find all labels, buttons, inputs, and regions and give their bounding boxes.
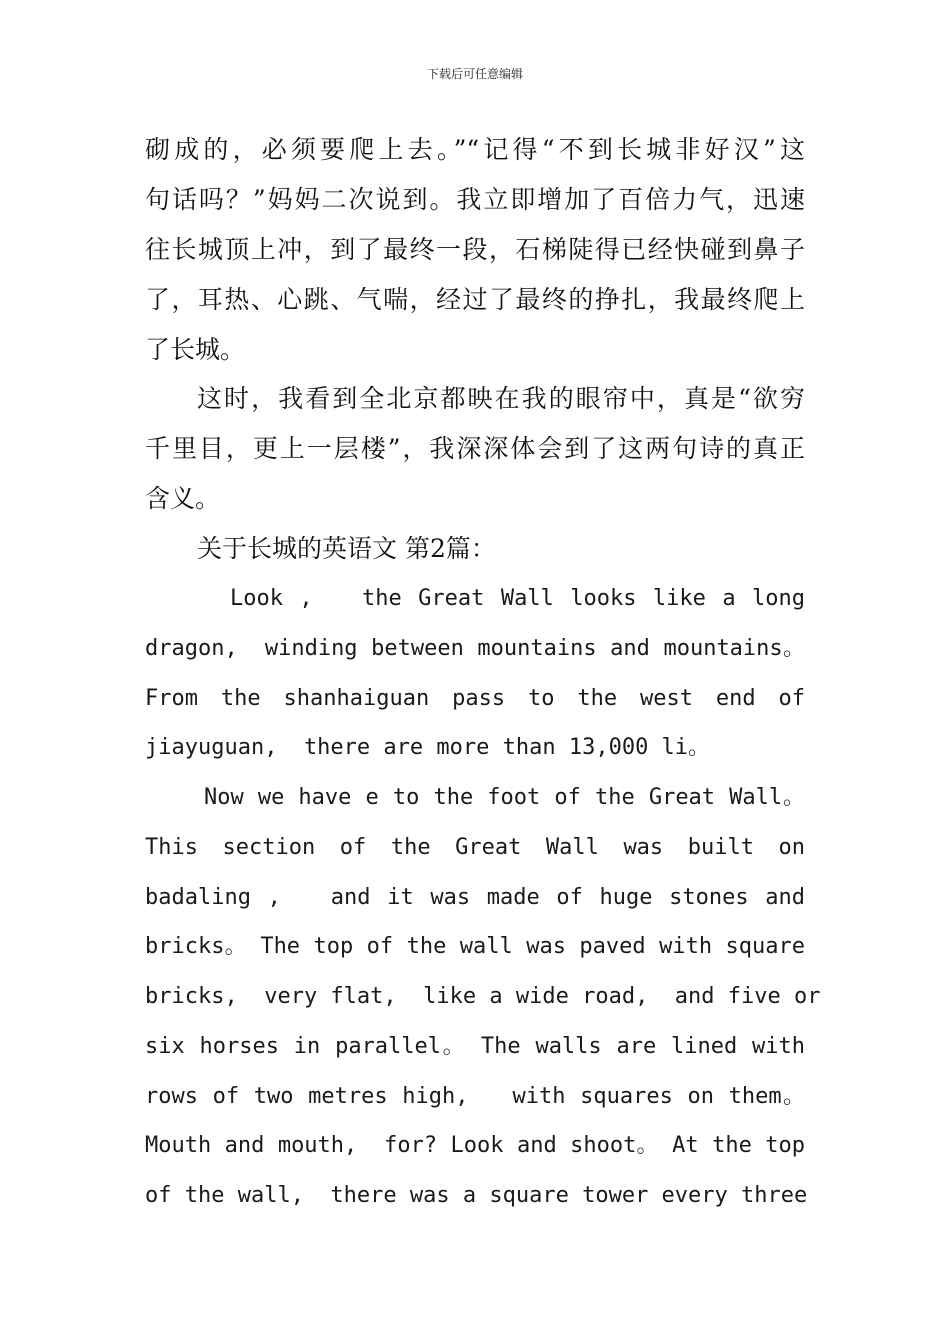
paragraph-line: Look , the Great Wall looks like a long — [230, 586, 805, 611]
paragraph-line: 了，耳热、心跳、气喘，经过了最终的挣扎，我最终爬上 — [145, 285, 805, 314]
page-header-note: 下载后可任意编辑 — [426, 67, 523, 81]
paragraph-line: Mouth and mouth, for? Look and shoot。 At the top — [145, 1133, 805, 1158]
paragraph-line: 含义。 — [145, 484, 221, 513]
paragraph-line: 千里目，更上一层楼”，我深深体会到了这两句诗的真正 — [145, 434, 805, 463]
paragraph-line: This section of the Great Wall was built on — [145, 835, 805, 860]
paragraph-line: rows of two metres high, with squares on them。 — [145, 1084, 805, 1109]
paragraph-line: 句话吗？”妈妈二次说到。我立即增加了百倍力气，迅速 — [145, 185, 805, 214]
paragraph-line: 这时，我看到全北京都映在我的眼帘中，真是“欲穷 — [197, 384, 805, 413]
section-heading: 关于长城的英语文 第2篇： — [197, 534, 496, 563]
paragraph-line: bricks。 The top of the wall was paved with square — [145, 934, 805, 959]
paragraph-line: 了长城。 — [145, 335, 246, 364]
paragraph-line: From the shanhaiguan pass to the west end of — [145, 686, 805, 711]
paragraph-line: bricks, very flat, like a wide road, and five or — [145, 984, 821, 1009]
paragraph-line: jiayuguan, there are more than 13,000 li。 — [145, 735, 711, 760]
paragraph-line: 砌成的，必须要爬上去。”“记得“不到长城非好汉”这 — [145, 135, 805, 164]
paragraph-line: six horses in parallel。 The walls are lined with — [145, 1034, 805, 1059]
paragraph-line: badaling , and it was made of huge stones and — [145, 885, 805, 910]
paragraph-line: 往长城顶上冲，到了最终一段，石梯陡得已经快碰到鼻子 — [145, 235, 805, 264]
paragraph-line: Now we have e to the foot of the Great Wall。 — [204, 785, 805, 810]
paragraph-line: of the wall, there was a square tower every three — [145, 1183, 808, 1208]
paragraph-line: dragon, winding between mountains and mountains。 — [145, 636, 805, 661]
